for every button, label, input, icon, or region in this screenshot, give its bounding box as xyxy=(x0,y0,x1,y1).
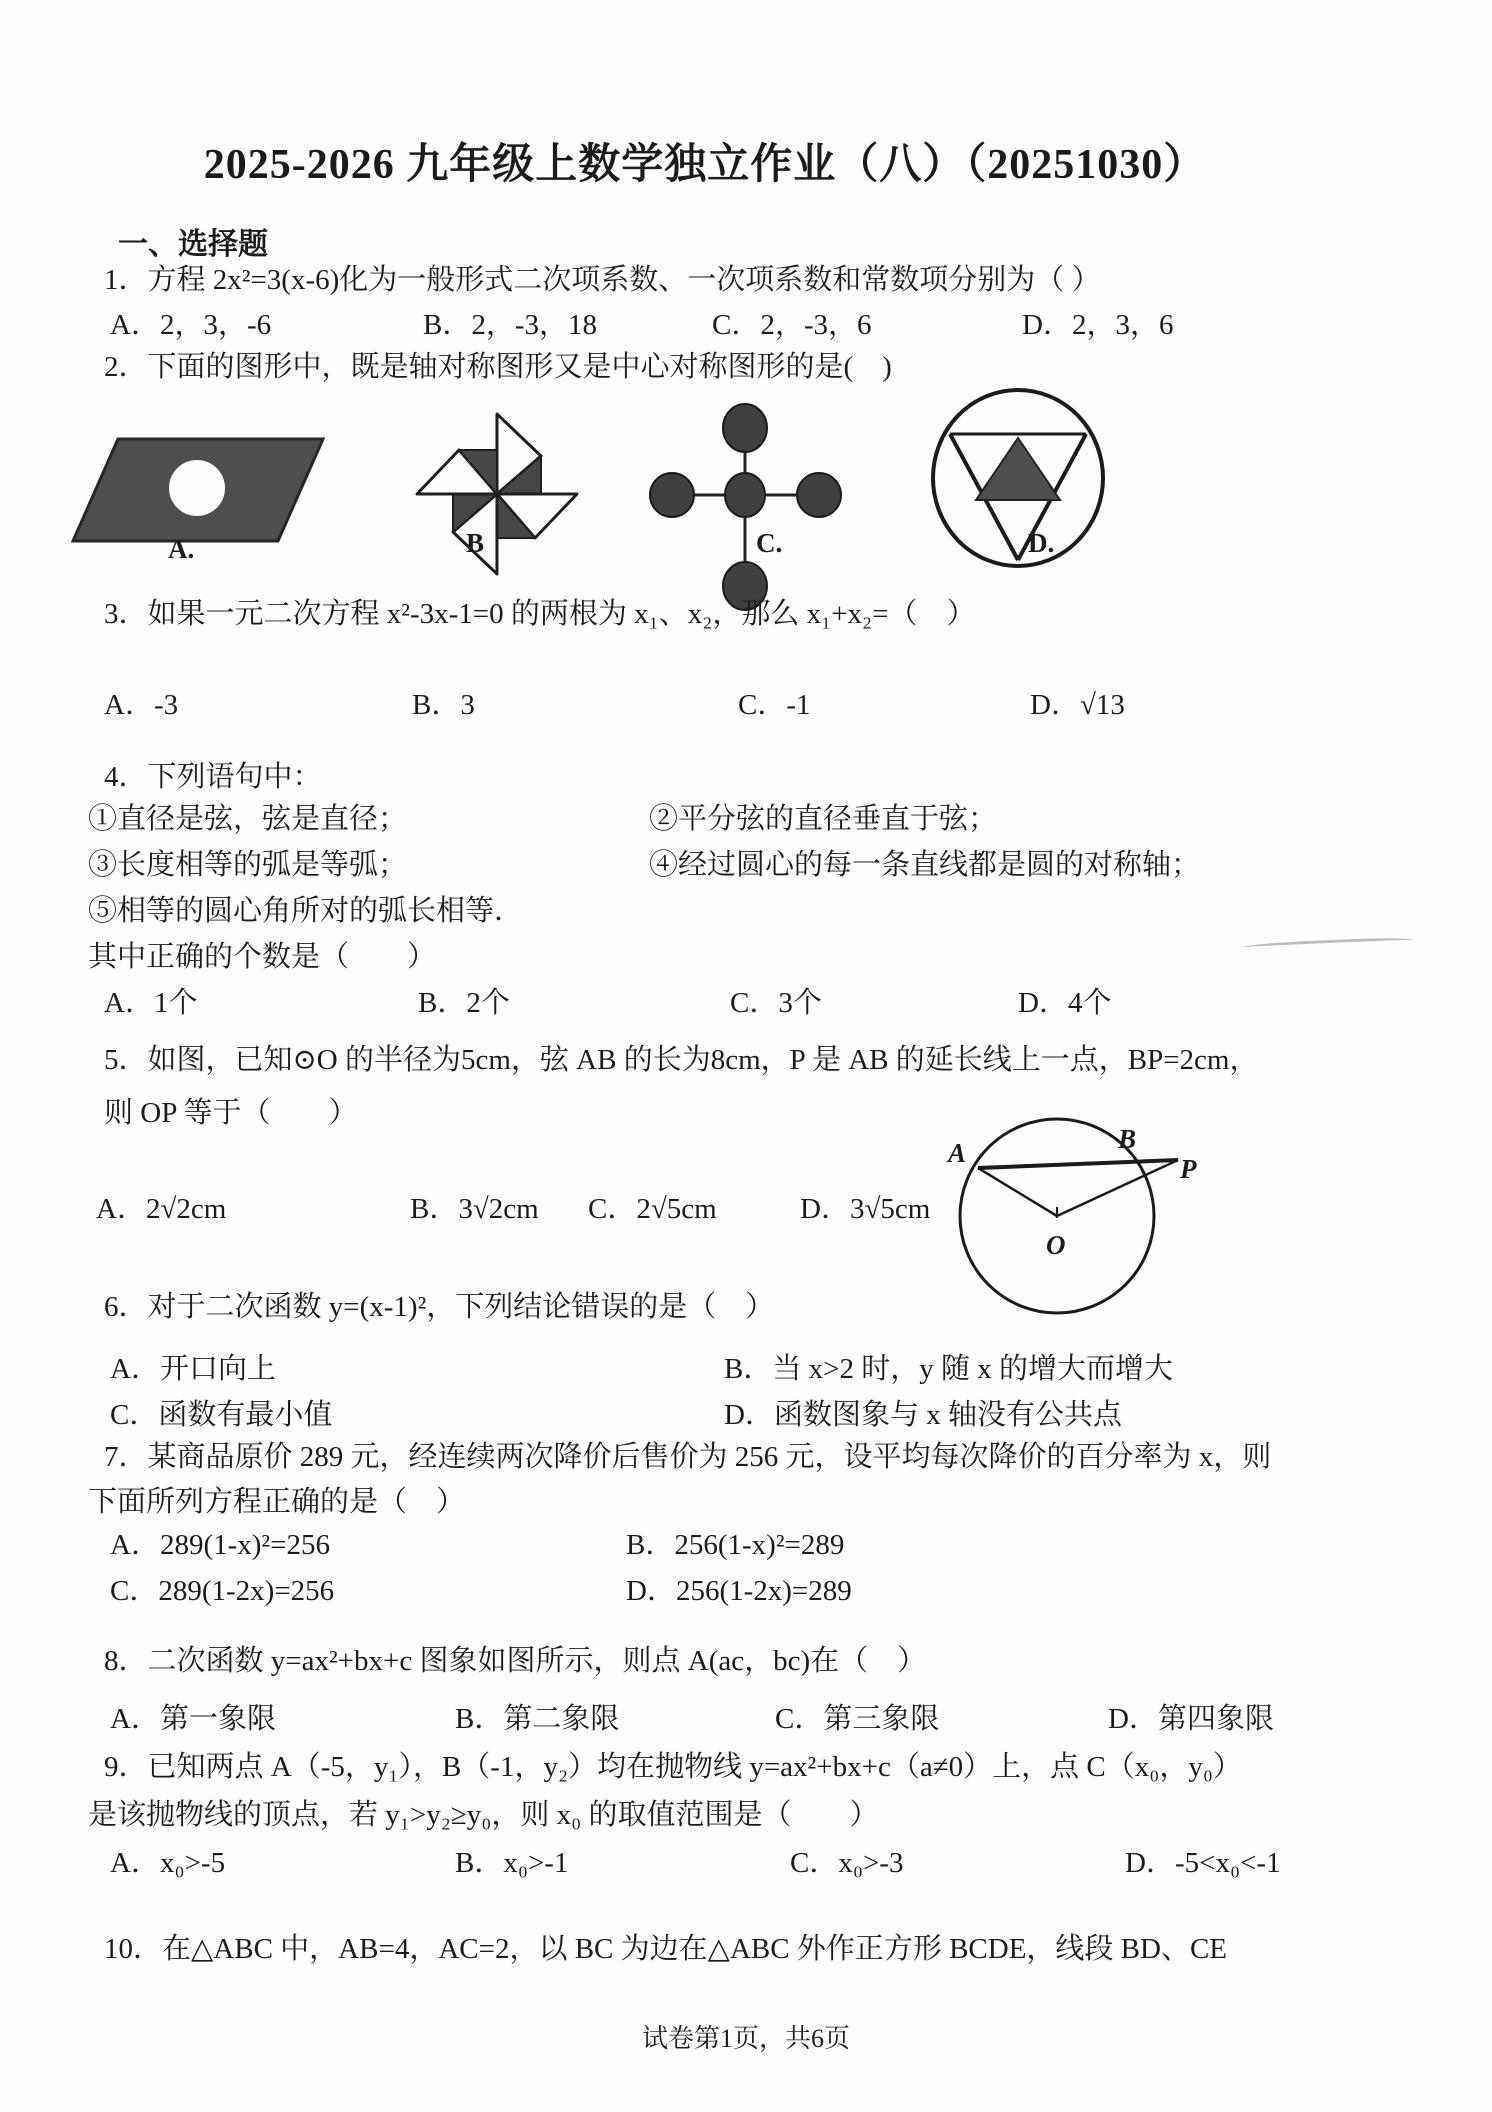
question-8-option-d: D．第四象限 xyxy=(1108,1703,1274,1735)
question-3-text: 3．如果一元二次方程 x²-3x-1=0 的两根为 x₁、x₂，那么 x₁+x₂=（ ） xyxy=(104,598,976,630)
segment-oa xyxy=(978,1168,1057,1216)
question-4-statement-5: ⑤相等的圆心角所对的弧长相等． xyxy=(88,895,524,927)
question-5-option-c: C．2√5cm xyxy=(588,1193,717,1225)
figure-option-a-parallelogram xyxy=(55,425,365,555)
chord-ab-extended xyxy=(978,1160,1178,1168)
question-5-option-a: A．2√2cm xyxy=(96,1193,227,1225)
question-4-statement-4: ④经过圆心的每一条直线都是圆的对称轴； xyxy=(649,849,1201,881)
question-7-text-line1: 7．某商品原价 289 元，经连续两次降价后售价为 256 元，设平均每次降价的百分率为 x，则 xyxy=(104,1441,1272,1473)
question-5-text-line2: 则 OP 等于（ ） xyxy=(104,1097,358,1129)
question-9-option-d: D．-5<x₀<-1 xyxy=(1125,1847,1281,1879)
question-6-option-a: A．开口向上 xyxy=(110,1353,276,1385)
question-7-option-c: C．289(1-2x)=256 xyxy=(110,1575,335,1607)
scan-artifact-line xyxy=(1243,936,1413,950)
question-4-option-d: D．4个 xyxy=(1018,987,1112,1019)
question-5-option-b: B．3√2cm xyxy=(410,1193,539,1225)
figure-option-d-circle-triangles xyxy=(930,388,1110,572)
question-7-option-d: D．256(1-2x)=289 xyxy=(626,1575,852,1607)
question-9-option-c: C．x₀>-3 xyxy=(790,1847,904,1879)
point-a-label: A xyxy=(948,1138,967,1168)
question-4-statement-3: ③长度相等的弧是等弧； xyxy=(88,849,408,881)
figure-d-label: D. xyxy=(1028,528,1055,558)
figure-option-b-pinwheel xyxy=(412,402,592,578)
question-4-option-c: C．3个 xyxy=(730,987,822,1019)
question-1-option-c: C．2，-3，6 xyxy=(712,309,872,341)
figure-option-c-cross-circles xyxy=(642,398,848,612)
pinwheel-blades xyxy=(417,414,577,574)
segment-op xyxy=(1057,1160,1178,1216)
section-header: 一、选择题 xyxy=(118,228,268,261)
question-3-option-d: D．√13 xyxy=(1030,689,1125,721)
question-4-text: 4．下列语句中： xyxy=(104,761,322,793)
question-7-option-b: B．256(1-x)²=289 xyxy=(626,1529,845,1561)
question-6-option-b: B．当 x>2 时，y 随 x 的增大而增大 xyxy=(724,1353,1173,1385)
question-7-option-a: A．289(1-x)²=256 xyxy=(110,1529,330,1561)
question-1-text: 1．方程 2x²=3(x-6)化为一般形式二次项系数、一次项系数和常数项分别为（ ） xyxy=(104,264,1101,296)
point-p-label: P xyxy=(1180,1154,1197,1184)
question-4-option-b: B．2个 xyxy=(418,987,510,1019)
question-4-statement-2: ②平分弦的直径垂直于弦； xyxy=(649,803,998,835)
question-9-option-b: B．x₀>-1 xyxy=(455,1847,569,1879)
question-4-prompt: 其中正确的个数是（ ） xyxy=(88,941,437,973)
question-6-option-d: D．函数图象与 x 轴没有公共点 xyxy=(724,1399,1122,1431)
question-2-text: 2．下面的图形中，既是轴对称图形又是中心对称图形的是( ) xyxy=(104,351,892,383)
question-8-text: 8．二次函数 y=ax²+bx+c 图象如图所示，则点 A(ac，bc)在（ ） xyxy=(104,1645,927,1677)
question-10-text: 10．在△ABC 中，AB=4，AC=2，以 BC 为边在△ABC 外作正方形 BCDE，线段 BD、CE xyxy=(104,1933,1228,1965)
shaded-inner-triangle xyxy=(976,438,1060,500)
question-1-option-d: D．2，3，6 xyxy=(1022,309,1174,341)
figure-b-label: B xyxy=(466,528,485,558)
figure-a-label: A. xyxy=(168,534,195,564)
question-5-circle-figure xyxy=(935,1108,1210,1326)
page-footer: 试卷第1页，共6页 xyxy=(641,2024,850,2053)
center-o-label: O xyxy=(1046,1230,1066,1260)
question-8-option-b: B．第二象限 xyxy=(455,1703,620,1735)
question-4-statement-1: ①直径是弦，弦是直径； xyxy=(88,803,408,835)
question-4-option-a: A．1个 xyxy=(104,987,198,1019)
question-6-text: 6．对于二次函数 y=(x-1)²，下列结论错误的是（ ） xyxy=(104,1291,775,1323)
question-9-text-line1: 9．已知两点 A（-5，y₁），B（-1，y₂）均在抛物线 y=ax²+bx+c（a≠0）上，点 C（x₀，y₀） xyxy=(104,1751,1242,1783)
question-8-option-c: C．第三象限 xyxy=(775,1703,940,1735)
question-5-option-d: D．3√5cm xyxy=(800,1193,931,1225)
question-3-option-a: A．-3 xyxy=(104,689,179,721)
question-3-option-c: C．-1 xyxy=(738,689,811,721)
page-title: 2025-2026 九年级上数学独立作业（八）（20251030） xyxy=(203,142,1207,188)
figure-c-label: C. xyxy=(756,528,783,558)
parallelogram-hole xyxy=(169,460,225,516)
question-8-option-a: A．第一象限 xyxy=(110,1703,276,1735)
question-3-option-b: B．3 xyxy=(412,689,475,721)
point-b-label: B xyxy=(1118,1124,1137,1154)
question-6-option-c: C．函数有最小值 xyxy=(110,1399,333,1431)
question-9-option-a: A．x₀>-5 xyxy=(110,1847,226,1879)
question-5-text-line1: 5．如图，已知⊙O 的半径为5cm，弦 AB 的长为8cm，P 是 AB 的延长线上一点，BP=2cm， xyxy=(104,1044,1259,1076)
question-7-text-line2: 下面所列方程正确的是（ ） xyxy=(88,1486,466,1518)
question-1-option-a: A．2，3，-6 xyxy=(110,309,272,341)
question-9-text-line2: 是该抛物线的顶点，若 y₁>y₂≥y₀，则 x₀ 的取值范围是（ ） xyxy=(88,1799,879,1831)
question-1-option-b: B．2，-3，18 xyxy=(423,309,598,341)
